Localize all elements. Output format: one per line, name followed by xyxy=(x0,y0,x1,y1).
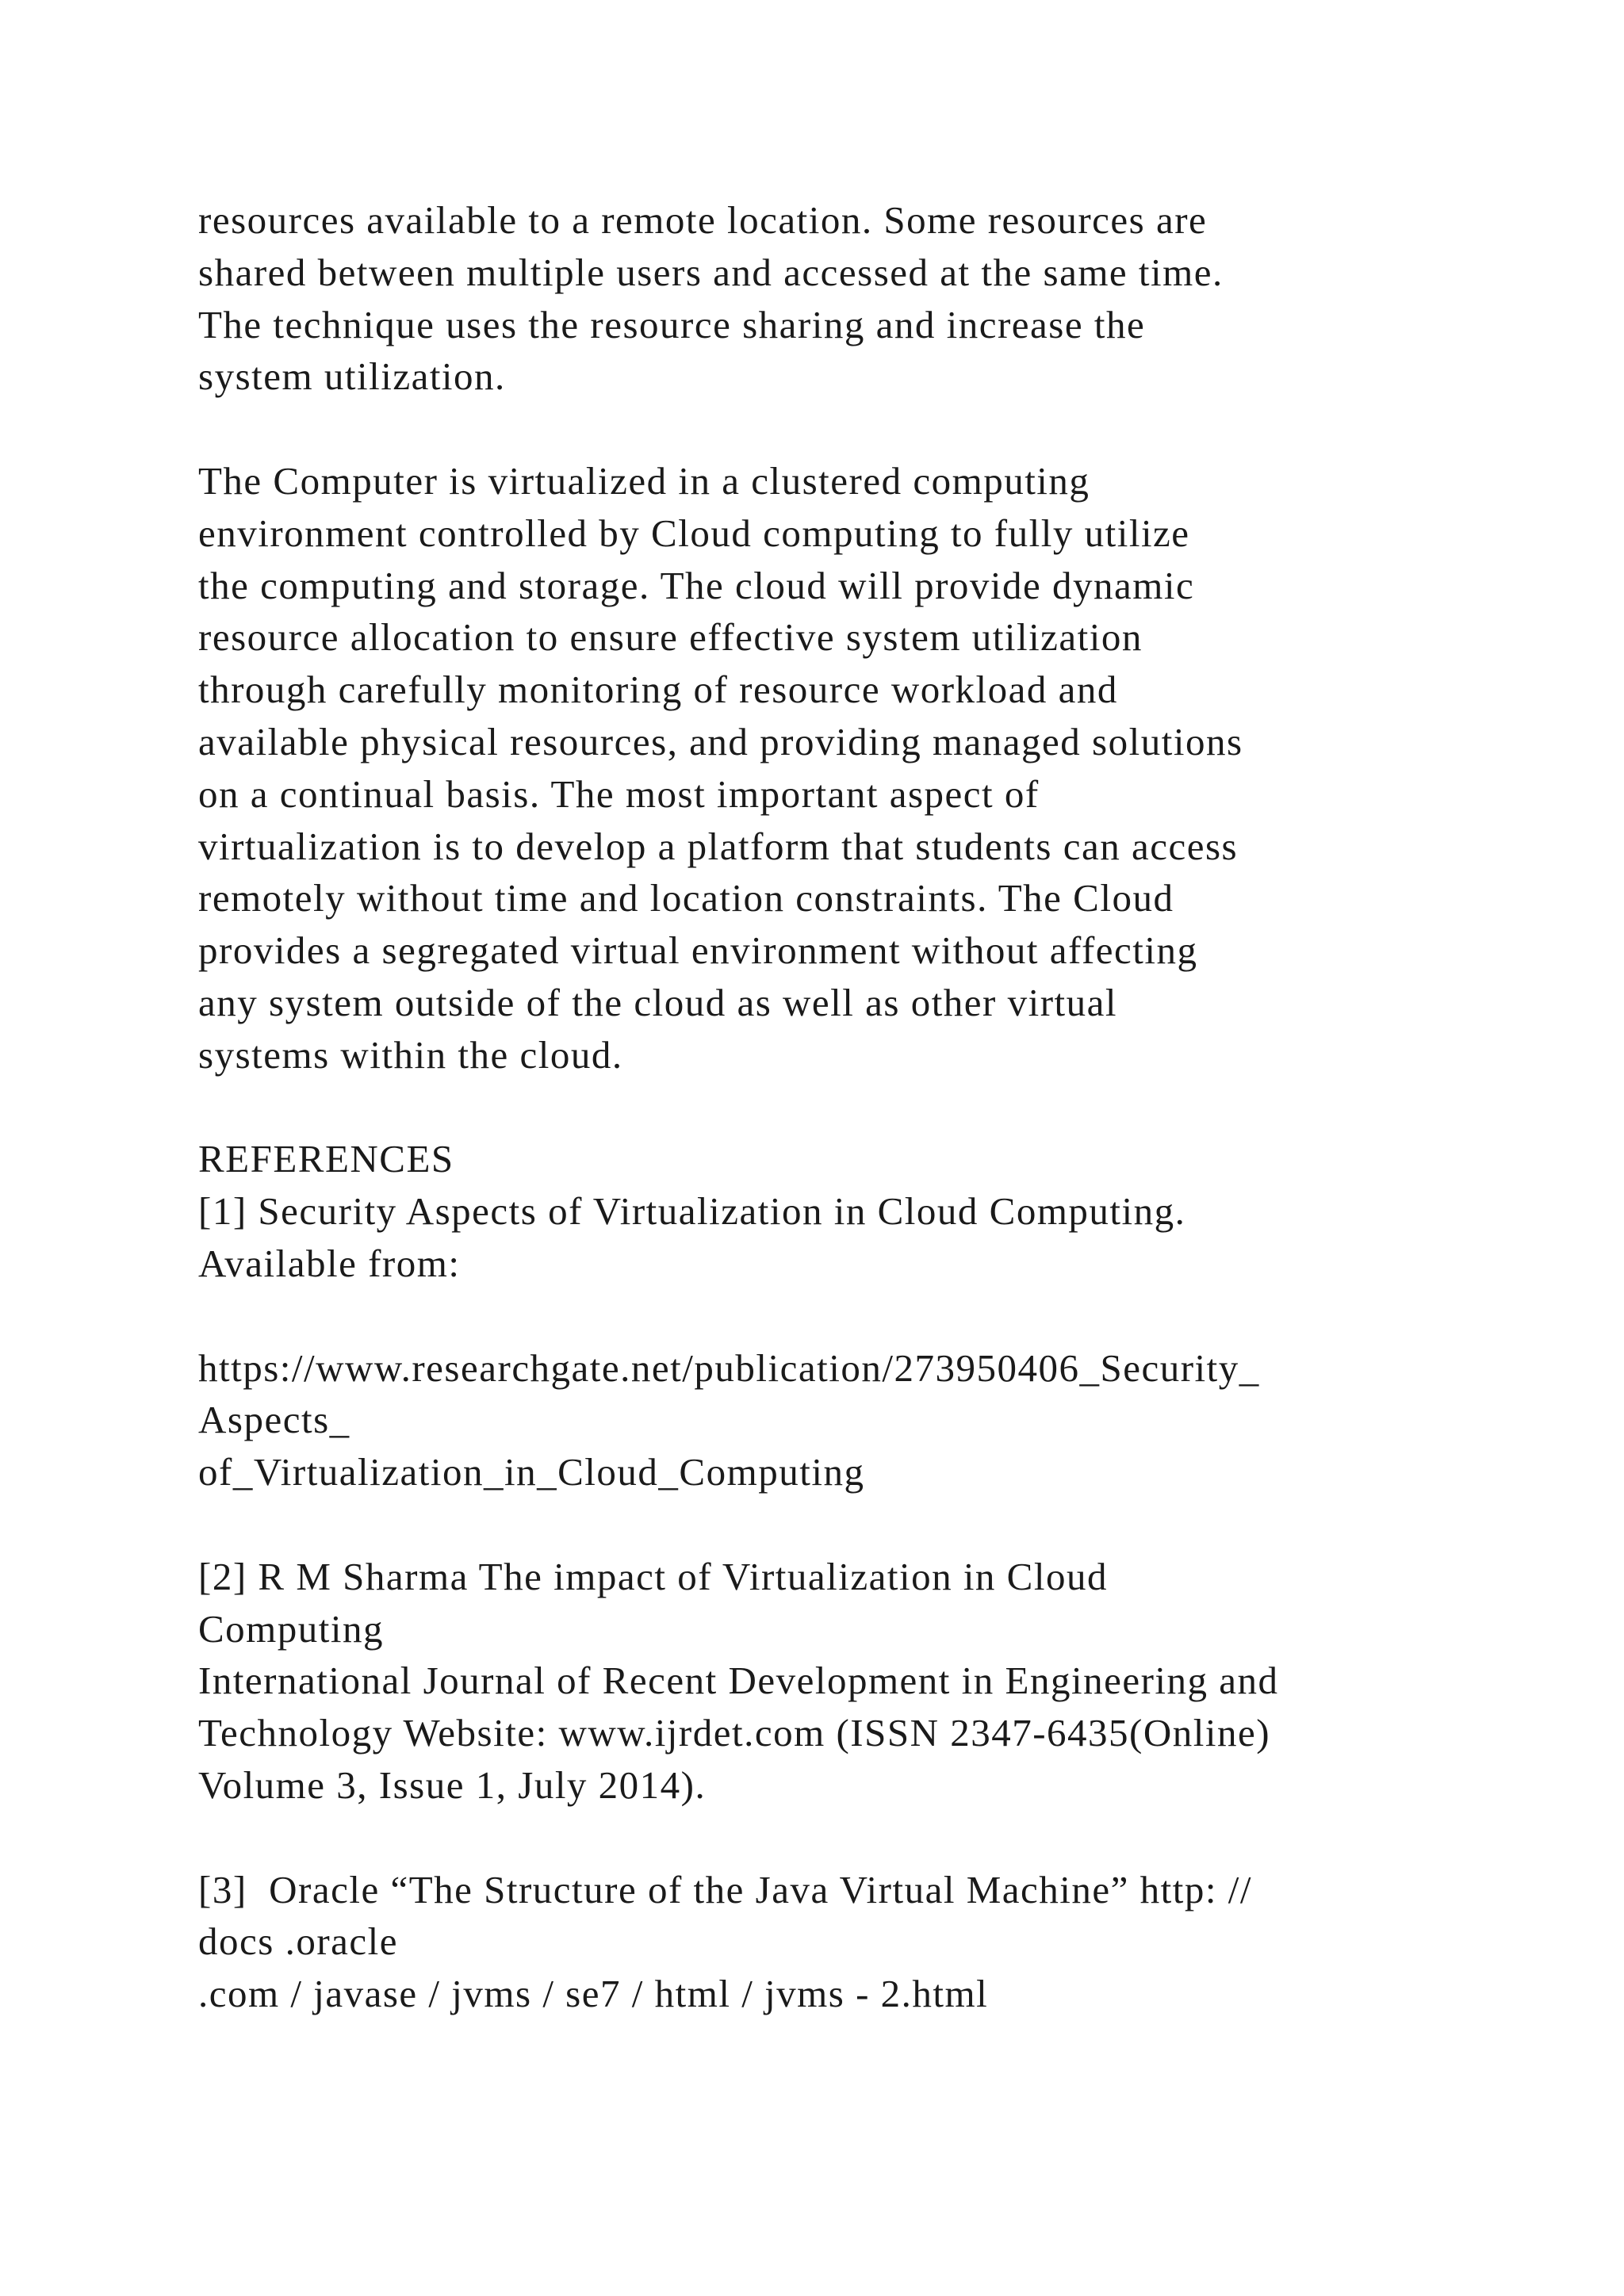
reference-text-line: [1] Security Aspects of Virtualization in Cloud Computing. xyxy=(198,1189,1186,1234)
text-line: provides a segregated virtual environment without affecting xyxy=(198,928,1198,973)
document-body xyxy=(198,194,1499,2020)
text-line: shared between multiple users and accessed at the same time. xyxy=(198,250,1224,294)
reference-spacer xyxy=(198,1290,1499,1342)
reference-text-line: [2] R M Sharma The impact of Virtualization in Cloud xyxy=(198,1554,1108,1598)
text-line: virtualization is to develop a platform that students can access xyxy=(198,824,1239,868)
text-line: any system outside of the cloud as well as other virtual xyxy=(198,980,1118,1024)
reference-url-line: of_Virtualization_in_Cloud_Computing xyxy=(198,1450,865,1494)
text-line: The Computer is virtualized in a clustered computing xyxy=(198,458,1090,503)
text-line: on a continual basis. The most important aspect of xyxy=(198,771,1040,816)
references-heading: REFERENCES xyxy=(198,1137,454,1181)
reference-1 xyxy=(198,1185,1499,1498)
paragraph-spacer xyxy=(198,403,1499,455)
paragraph-resource-sharing xyxy=(198,194,1499,403)
text-line: available physical resources, and providing managed solutions xyxy=(198,719,1243,763)
reference-3 xyxy=(198,1864,1499,2020)
reference-text-line: International Journal of Recent Development in Engineering and xyxy=(198,1659,1279,1703)
reference-spacer xyxy=(198,1812,1499,1864)
reference-url-line: https://www.researchgate.net/publication/273950406_Security_ xyxy=(198,1345,1260,1390)
reference-spacer xyxy=(198,1498,1499,1551)
text-line: The technique uses the resource sharing and increase the xyxy=(198,302,1146,346)
text-line: resource allocation to ensure effective system utilization xyxy=(198,615,1143,660)
paragraph-virtualization xyxy=(198,455,1499,1081)
reference-text-line: docs .oracle xyxy=(198,1919,398,1964)
references-section xyxy=(198,1133,1499,2020)
reference-text-line: [3] Oracle “The Structure of the Java Virtual Machine” http: // xyxy=(198,1867,1252,1911)
reference-2 xyxy=(198,1551,1499,1812)
text-line: resources available to a remote location. Some resources are xyxy=(198,198,1208,242)
text-line: remotely without time and location constraints. The Cloud xyxy=(198,876,1174,920)
reference-text-line: Volume 3, Issue 1, July 2014). xyxy=(198,1762,707,1807)
reference-text-line: Computing xyxy=(198,1606,385,1651)
paragraph-spacer xyxy=(198,1081,1499,1134)
text-line: systems within the cloud. xyxy=(198,1032,623,1077)
reference-text-line: .com / javase / jvms / se7 / html / jvms - 2.html xyxy=(198,1972,989,2016)
text-line: environment controlled by Cloud computing to fully utilize xyxy=(198,511,1190,555)
reference-text-line: Available from: xyxy=(198,1241,461,1285)
reference-url-line: Aspects_ xyxy=(198,1398,350,1442)
text-line: system utilization. xyxy=(198,354,506,399)
reference-text-line: Technology Website: www.ijrdet.com (ISSN 2347-6435(Online) xyxy=(198,1711,1271,1755)
text-line: the computing and storage. The cloud will provide dynamic xyxy=(198,563,1195,607)
text-line: through carefully monitoring of resource workload and xyxy=(198,668,1118,712)
